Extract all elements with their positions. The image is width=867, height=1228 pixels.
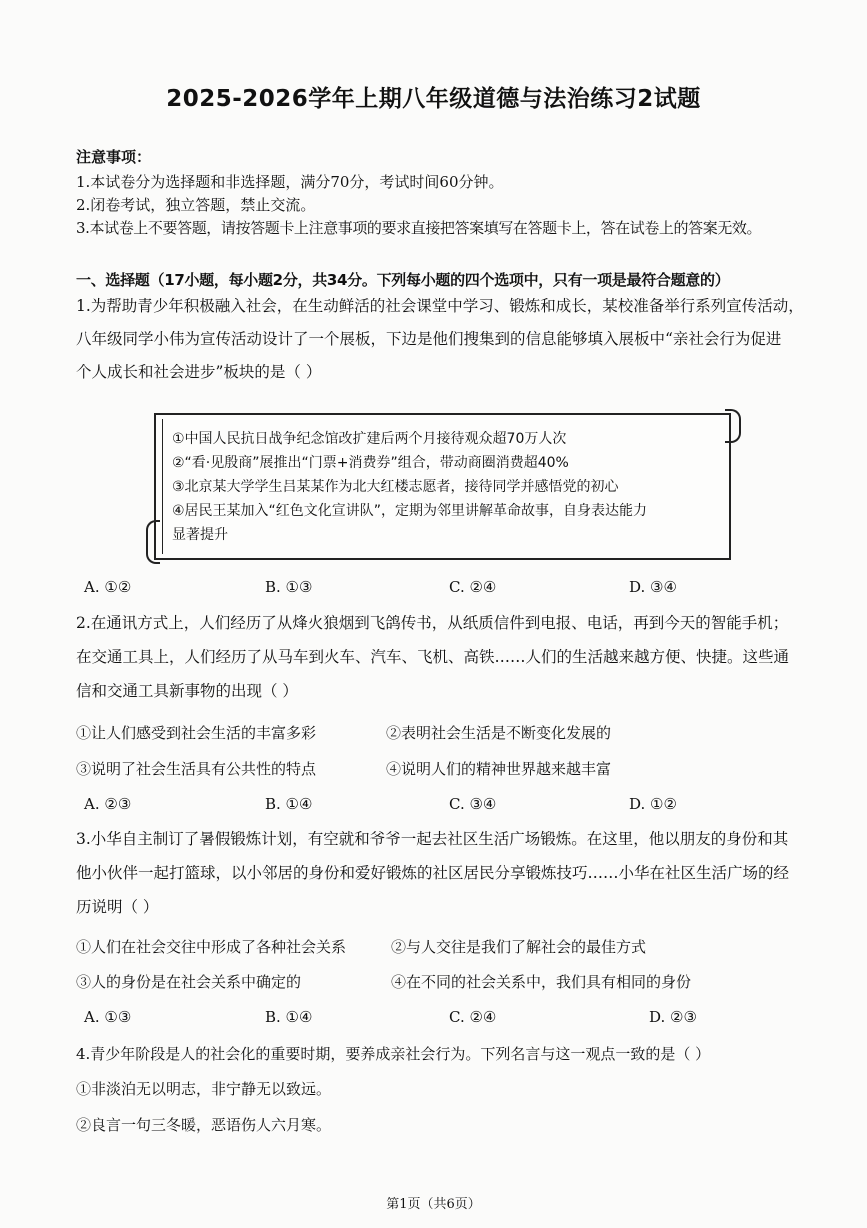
stem-line: 个人成长和社会进步”板块的是（ ）: [76, 363, 322, 381]
board-item: 显著提升: [172, 527, 228, 543]
board-item: ④居民王某加入“红色文化宣讲队”，定期为邻里讲解革命故事，自身表达能力: [172, 503, 648, 519]
option-d: D. ②③: [649, 1008, 697, 1026]
option-b: B. ①③: [265, 578, 313, 596]
section-heading: 一、选择题（17小题，每小题2分，共34分。下列每小题的四个选项中，只有一项是最符合题意的）: [76, 271, 730, 289]
statement: ①人们在社会交往中形成了各种社会关系: [76, 938, 347, 956]
option-a: A. ②③: [84, 795, 132, 813]
stem-line: 在交通工具上，人们经历了从马车到火车、汽车、飞机、高铁……人们的生活越来越方便、快捷。这些通: [76, 648, 790, 666]
statement: ④说明人们的精神世界越来越丰富: [386, 760, 612, 778]
question-2-stem: [76, 606, 806, 708]
board-items: [172, 427, 717, 547]
page-footer: 第1页（共6页）: [386, 1197, 481, 1212]
statement: ①让人们感受到社会生活的丰富多彩: [76, 724, 317, 742]
option-b: B. ①④: [265, 1008, 313, 1026]
board-item: ①中国人民抗日战争纪念馆改扩建后两个月接待观众超70万人次: [172, 431, 567, 447]
statement: ①非淡泊无以明志，非宁静无以致远。: [76, 1080, 332, 1098]
notice-heading: 注意事项：: [76, 148, 152, 166]
option-b: B. ①④: [265, 795, 313, 813]
notice-item: 1.本试卷分为选择题和非选择题，满分70分，考试时间60分钟。: [76, 173, 504, 191]
stem-line: 2.在通讯方式上，人们经历了从烽火狼烟到飞鸽传书，从纸质信件到电报、电话，再到今天的智能手机；: [76, 614, 789, 632]
stem-line: 历说明（ ）: [76, 898, 159, 916]
scroll-curl: [725, 409, 741, 443]
question-3-stem: [76, 822, 806, 924]
statement: ②与人交往是我们了解社会的最佳方式: [391, 938, 647, 956]
notice-item: 2.闭卷考试，独立答题，禁止交流。: [76, 196, 316, 214]
stem-line: 1.为帮助青少年积极融入社会，在生动鲜活的社会课堂中学习、锻炼和成长，某校准备举行系列宣传活动，: [76, 297, 804, 315]
stem-line: 信和交通工具新事物的出现（ ）: [76, 682, 298, 700]
option-a: A. ①②: [84, 578, 132, 596]
statement: ③人的身份是在社会关系中确定的: [76, 973, 302, 991]
question-4-stem: 4.青少年阶段是人的社会化的重要时期，要养成亲社会行为。下列名言与这一观点一致的是（ ）: [76, 1045, 711, 1063]
statement: ③说明了社会生活具有公共性的特点: [76, 760, 317, 778]
stem-line: 八年级同学小伟为宣传活动设计了一个展板，下边是他们搜集到的信息能够填入展板中“亲社会行为促进: [76, 330, 782, 348]
statement: ④在不同的社会关系中，我们具有相同的身份: [391, 973, 692, 991]
board-item: ②“看·见殷商”展推出“门票+消费券”组合，带动商圈消费超40%: [172, 455, 569, 471]
notice-item: 3.本试卷上不要答题，请按答题卡上注意事项的要求直接把答案填写在答题卡上，答在试卷上的答案无效。: [76, 219, 762, 237]
statement: ②良言一句三冬暖，恶语伤人六月寒。: [76, 1116, 332, 1134]
page-title: 2025-2026学年上期八年级道德与法治练习2试题: [166, 86, 701, 112]
option-c: C. ②④: [449, 578, 497, 596]
option-c: C. ③④: [449, 795, 497, 813]
question-1-stem: [76, 290, 806, 389]
scroll-curl: [146, 520, 160, 564]
stem-line: 3.小华自主制订了暑假锻炼计划，有空就和爷爷一起去社区生活广场锻炼。在这里，他以朋友的身份和其: [76, 830, 789, 848]
display-board: [154, 413, 731, 560]
scroll-edge: [162, 419, 163, 554]
board-item: ③北京某大学学生吕某某作为北大红楼志愿者，接待同学并感悟党的初心: [172, 479, 619, 495]
option-a: A. ①③: [84, 1008, 132, 1026]
statement: ②表明社会生活是不断变化发展的: [386, 724, 612, 742]
option-d: D. ③④: [629, 578, 677, 596]
option-c: C. ②④: [449, 1008, 497, 1026]
stem-line: 他小伙伴一起打篮球，以小邻居的身份和爱好锻炼的社区居民分享锻炼技巧……小华在社区生活广场的经: [76, 864, 790, 882]
option-d: D. ①②: [629, 795, 677, 813]
